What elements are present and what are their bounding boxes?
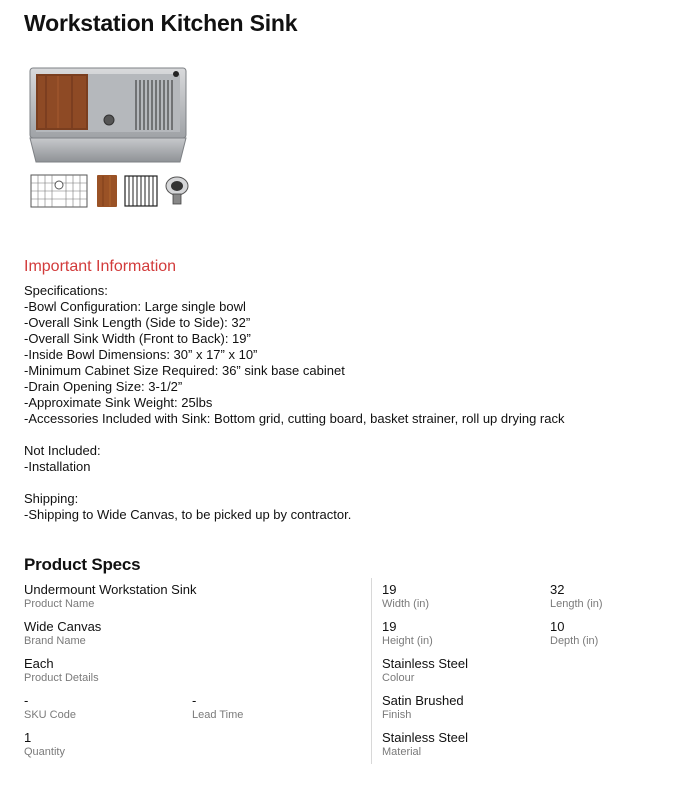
page-title: Workstation Kitchen Sink [24,10,298,36]
spec-value: 10 [550,619,565,634]
spec-depth [550,619,598,648]
info-line: -Installation [24,459,91,474]
spec-value: Undermount Workstation Sink [24,582,197,597]
specs-divider [371,578,372,764]
spec-label: Product Name [24,598,95,610]
info-line: Shipping: [24,491,79,506]
bottom-grid-thumbnail[interactable] [30,174,88,208]
spec-value: Stainless Steel [382,656,468,671]
spec-label: Product Details [24,672,99,684]
spec-value: Stainless Steel [382,730,468,745]
spec-material [382,730,468,759]
info-line: -Accessories Included with Sink: Bottom grid, cutting board, basket strainer, roll up drying rack [24,411,565,426]
drying-rack-thumbnail[interactable] [124,174,158,208]
spec-label: Depth (in) [550,635,599,647]
spec-width [382,582,429,611]
spec-label: Lead Time [192,709,244,721]
basket-strainer-thumbnail[interactable] [164,174,190,208]
spec-height [382,619,433,648]
spec-label: Quantity [24,746,65,758]
info-line: -Shipping to Wide Canvas, to be picked up by contractor. [24,507,352,522]
spec-label: Brand Name [24,635,86,647]
spec-value: 19 [382,582,397,597]
spec-label: Width (in) [382,598,430,610]
sink-product-image[interactable] [28,66,190,166]
spec-finish [382,693,464,722]
spec-product-details [24,656,99,685]
spec-value: Wide Canvas [24,619,102,634]
spec-value: Satin Brushed [382,693,464,708]
spec-product-name [24,582,196,611]
spec-value: 32 [550,582,565,597]
spec-label: Colour [382,672,415,684]
cutting-board-thumbnail[interactable] [96,174,118,208]
product-specs-heading: Product Specs [24,555,141,574]
spec-label: Length (in) [550,598,603,610]
info-spacer [24,427,644,443]
spec-value: 1 [24,730,32,745]
info-line: Not Included: [24,443,101,458]
spec-quantity [24,730,65,759]
info-line: -Minimum Cabinet Size Required: 36” sink base cabinet [24,363,345,378]
spec-value: - [24,693,29,708]
spec-value: Each [24,656,54,671]
info-line: -Bowl Configuration: Large single bowl [24,299,246,314]
spec-brand-name [24,619,101,648]
spec-label: Finish [382,709,412,721]
info-line: -Drain Opening Size: 3-1/2” [24,379,183,394]
spec-sku-code [24,693,76,722]
spec-value: 19 [382,619,397,634]
info-line: -Inside Bowl Dimensions: 30” x 17” x 10” [24,347,258,362]
important-information-heading: Important Information [24,258,177,275]
spec-length [550,582,603,611]
important-information-body [24,283,644,523]
info-line: -Overall Sink Width (Front to Back): 19” [24,331,251,346]
info-line: Specifications: [24,283,108,298]
info-spacer [24,475,644,491]
spec-lead-time [192,693,243,722]
spec-value: - [192,693,197,708]
spec-colour [382,656,468,685]
spec-label: Height (in) [382,635,433,647]
spec-label: Material [382,746,422,758]
info-line: -Approximate Sink Weight: 25lbs [24,395,213,410]
info-line: -Overall Sink Length (Side to Side): 32” [24,315,251,330]
spec-label: SKU Code [24,709,76,721]
